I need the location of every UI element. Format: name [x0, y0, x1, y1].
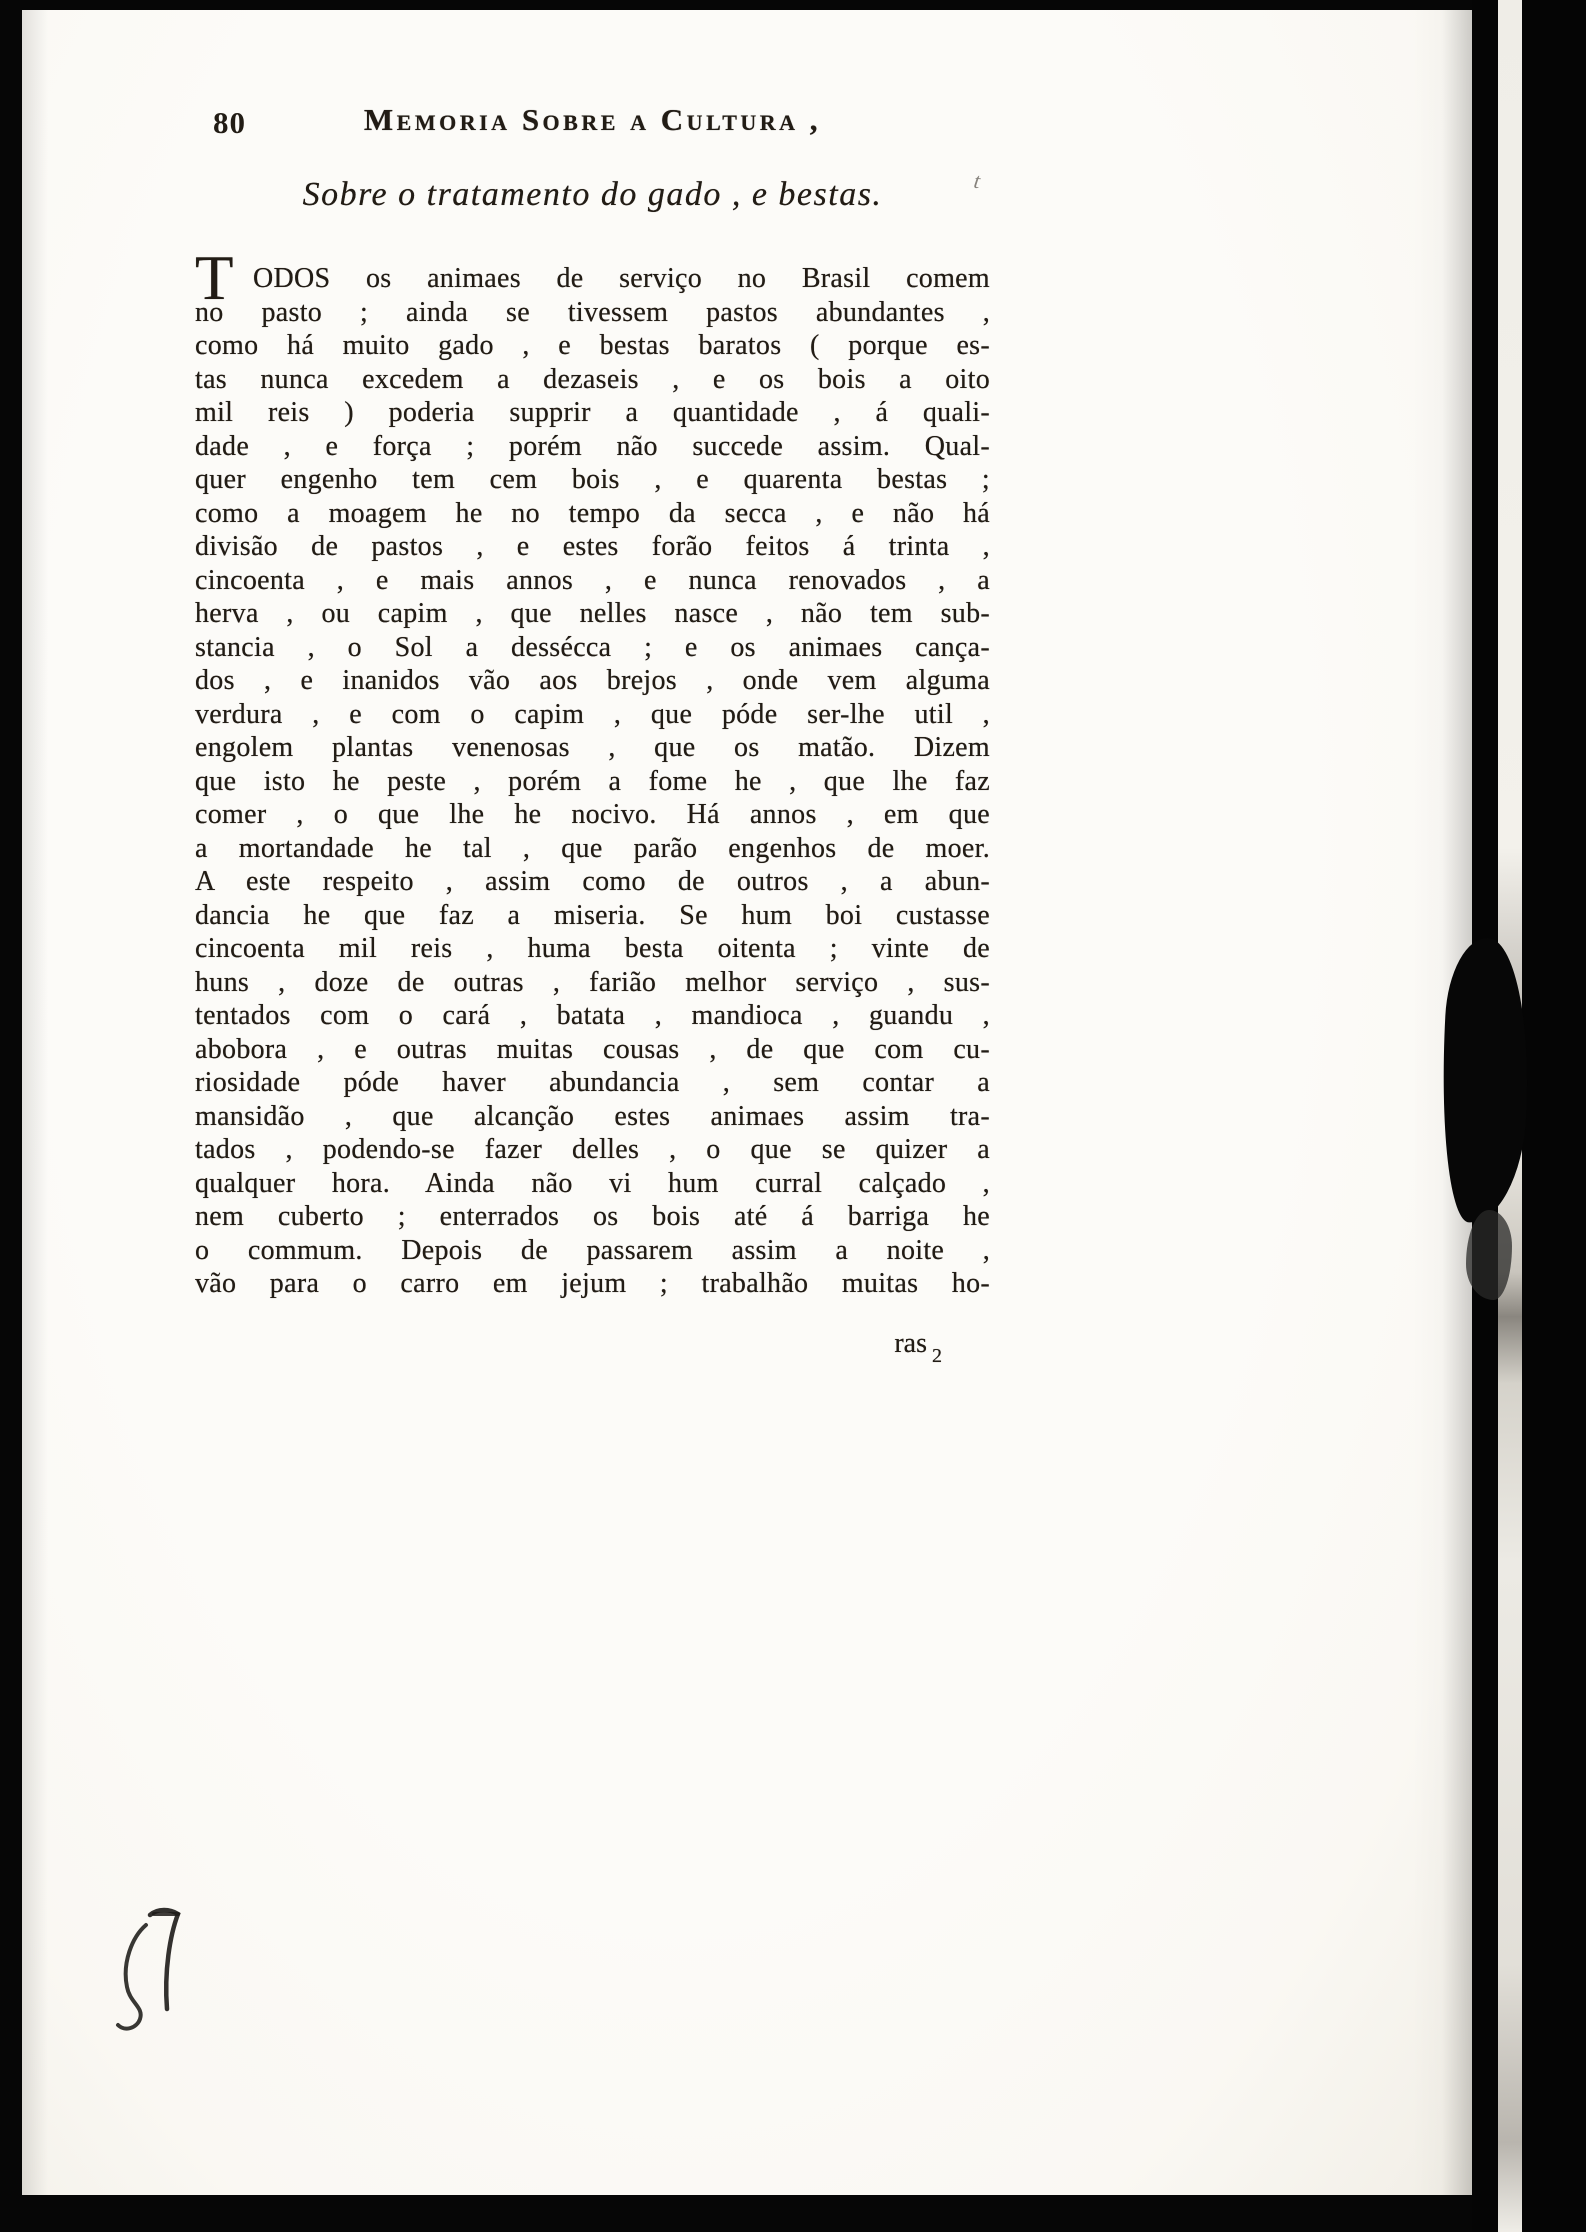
body-line: A este respeito , assim como de outros , a abun- — [195, 866, 990, 897]
body-line: comer , o que lhe he nocivo. Há annos , em que — [195, 799, 990, 830]
smudge-mark: t — [972, 167, 982, 194]
body-line: como há muito gado , e bestas baratos ( porque es- — [195, 330, 990, 361]
scan-gray-blotch — [1466, 1210, 1512, 1300]
body-line: tentados com o cará , batata , mandioca , guandu , — [195, 1000, 990, 1031]
body-line: huns , doze de outras , farião melhor serviço , sus- — [195, 966, 990, 998]
paragraph — [195, 243, 990, 1301]
ink-mark — [94, 1905, 190, 2037]
body-line: cincoenta mil reis , huma besta oitenta ; vinte de — [195, 933, 990, 964]
body-line: vão para o carro em jejum ; trabalhão muitas ho- — [195, 1268, 990, 1299]
running-header: Memoria Sobre a Cultura , — [363, 102, 822, 137]
body-line: dancia he que faz a miseria. Se hum boi custasse — [195, 899, 990, 931]
body-line: quer engenho tem cem bois , e quarenta bestas ; — [195, 464, 990, 495]
body-line: dos , e inanidos vão aos brejos , onde vem alguma — [195, 665, 990, 696]
body-line: nem cuberto ; enterrados os bois até á barriga he — [195, 1201, 990, 1232]
body-line: como a moagem he no tempo da secca , e não há — [195, 497, 990, 529]
body-line: mil reis ) poderia supprir a quantidade , á quali- — [195, 397, 990, 428]
book-page — [22, 10, 1472, 2195]
body-line: o commum. Depois de passarem assim a noite , — [195, 1234, 990, 1266]
catchword: ras — [894, 1328, 927, 1359]
signature-mark: 2 — [932, 1345, 942, 1367]
body-line: a mortandade he tal , que parão engenhos de moer. — [195, 832, 990, 864]
drop-cap-letter: T — [195, 243, 234, 313]
body-line: engolem plantas venenosas , que os matão. Dizem — [195, 732, 990, 763]
body-line: abobora , e outras muitas cousas , de que com cu- — [195, 1033, 990, 1065]
body-line: divisão de pastos , e estes forão feitos á trinta , — [195, 531, 990, 562]
body-line: tas nunca excedem a dezaseis , e os bois a oito — [195, 363, 990, 395]
body-line: qualquer hora. Ainda não vi hum curral calçado , — [195, 1167, 990, 1199]
text-column — [195, 10, 990, 2195]
body-line: dade , e força ; porém não succede assim. Qual- — [195, 430, 990, 462]
body-line: herva , ou capim , que nelles nasce , não tem sub- — [195, 598, 990, 629]
body-line: no pasto ; ainda se tivessem pastos abundantes , — [195, 296, 990, 328]
body-line: verdura , e com o capim , que póde ser-lhe util , — [195, 698, 990, 730]
body-line: que isto he peste , porém a fome he , que lhe faz — [195, 765, 990, 797]
body-line: riosidade póde haver abundancia , sem contar a — [195, 1067, 990, 1098]
body-line: ODOS os animaes de serviço no Brasil comem — [253, 263, 990, 294]
catchword-row — [195, 1328, 990, 1368]
section-title: Sobre o tratamento do gado , e bestas. — [302, 176, 883, 213]
body-line: cincoenta , e mais annos , e nunca renovados , a — [195, 564, 990, 596]
body-line: tados , podendo-se fazer delles , o que se quizer a — [195, 1134, 990, 1165]
running-header-row — [195, 102, 990, 148]
body-line: mansidão , que alcanção estes animaes assim tra- — [195, 1100, 990, 1132]
body-line: stancia , o Sol a dessécca ; e os animaes cança- — [195, 631, 990, 663]
page-number: 80 — [213, 105, 246, 140]
